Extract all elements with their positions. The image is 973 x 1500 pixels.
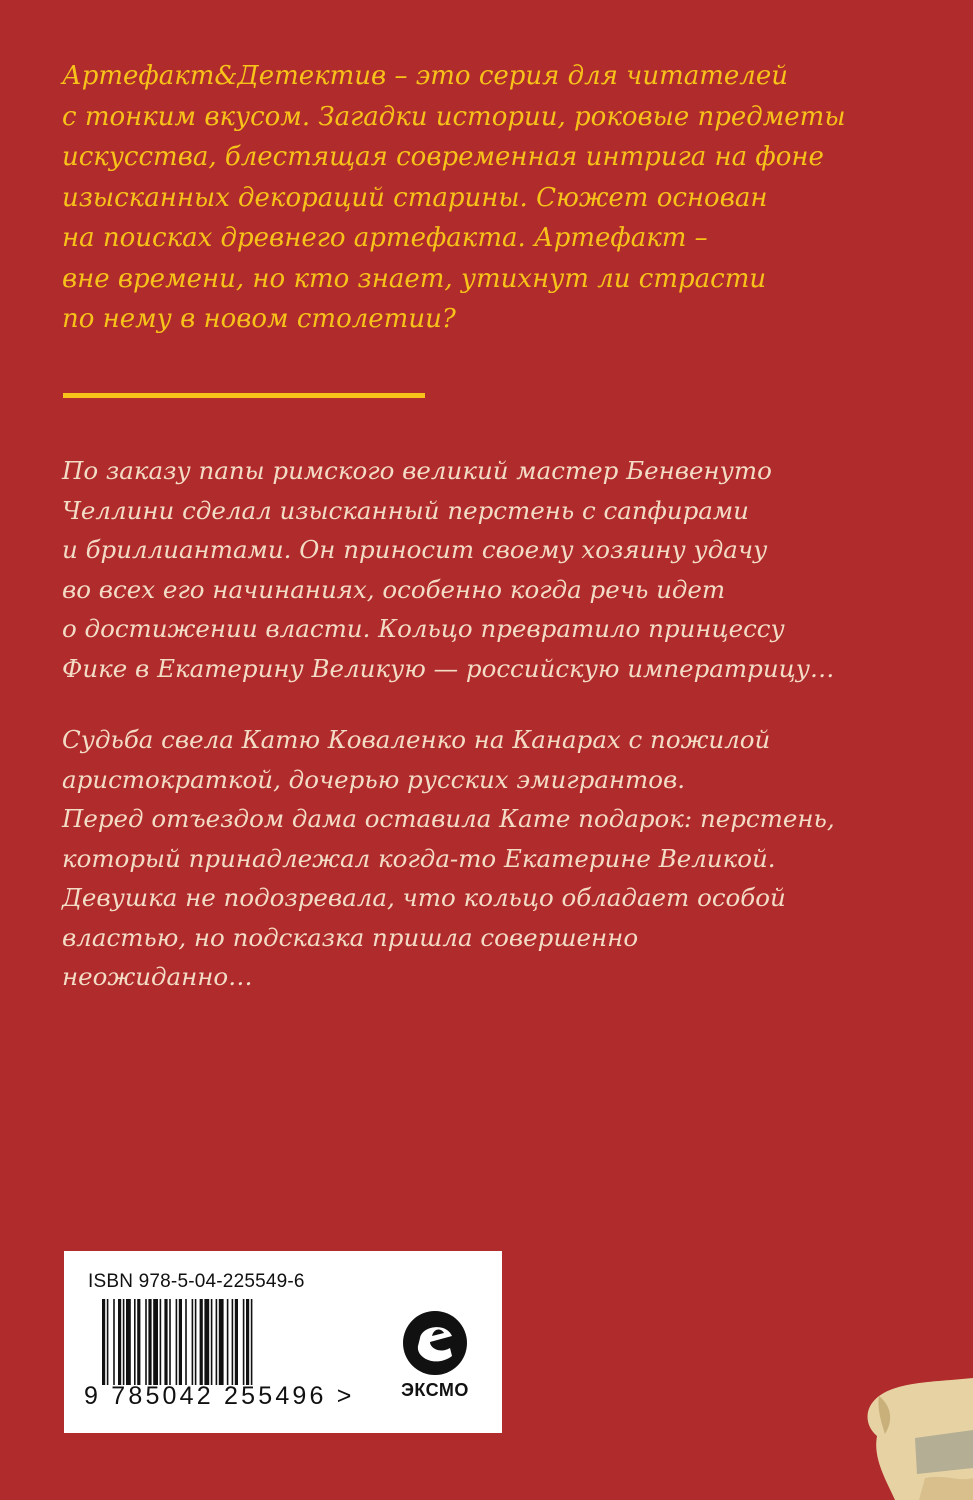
divider-line — [63, 393, 425, 398]
series-description: Артефакт&Детектив – это серия для читателей с тонким вкусом. Загадки истории, роковые предметы искусства, блестящая современная интрига на фоне изысканных декораций старины. Сюжет основан на поисках древнего артефакта. Артефакт – вне времени, но кто знает, утихнут ли страсти по нему в новом столетии? — [62, 61, 846, 334]
isbn-label: ISBN 978-5-04-225549-6 — [88, 1271, 305, 1292]
eksmo-logo-icon — [392, 1308, 478, 1378]
barcode-icon — [102, 1299, 392, 1385]
ean-digits: 9 785042 255496 > — [84, 1382, 355, 1410]
publisher-name: ЭКСМО — [401, 1380, 469, 1400]
annotation-paragraph-1: По заказу папы римского великий мастер Бенвенуто Челлини сделал изысканный перстень с сапфирами и бриллиантами. Он приносит своему хозяину удачу во всех его начинаниях, особенно когда речь идет о достижении власти. Кольцо превратило принцессу Фике в Екатерину Великую — российскую императрицу… — [62, 456, 835, 683]
parchment-scroll-icon — [855, 1378, 973, 1500]
annotation-paragraph-2: Судьба свела Катю Коваленко на Канарах с пожилой аристократкой, дочерью русских эмигрантов. Перед отъездом дама оставила Кате подарок: перстень, который принадлежал когда-то Екатерине Великой. Девушка не подозревала, что кольцо обладает особой властью, но подсказка пришла совершенно неожиданно… — [62, 725, 835, 991]
